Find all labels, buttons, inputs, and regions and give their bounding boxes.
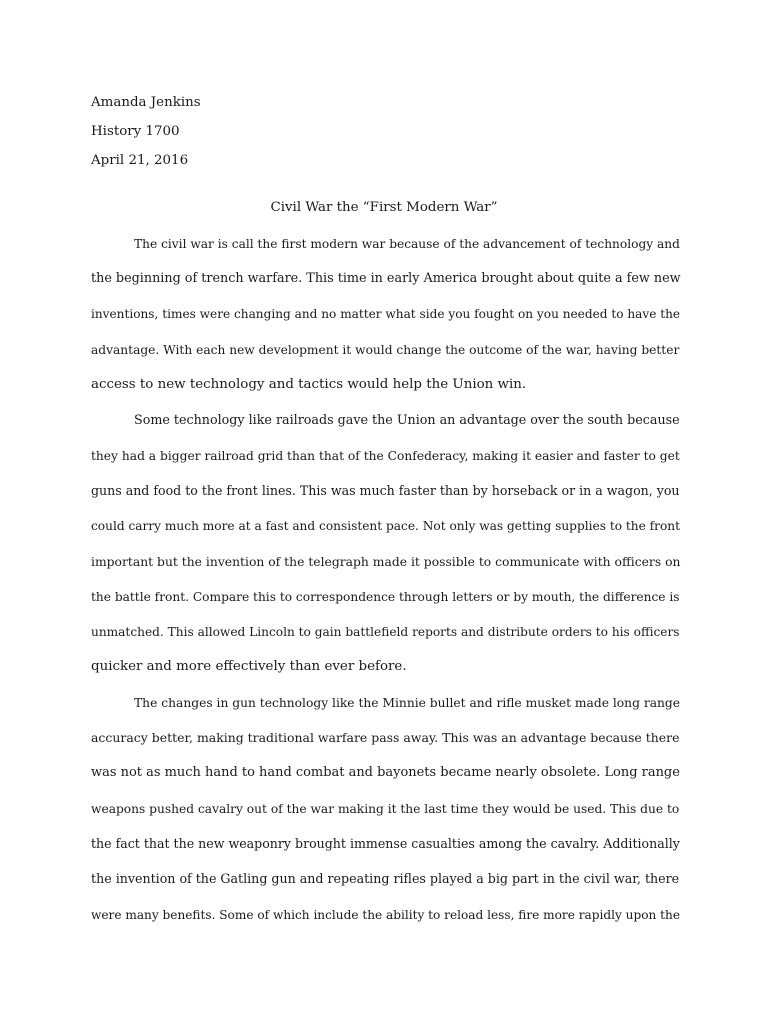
course-name: History 1700 <box>91 124 180 139</box>
paragraph-3-line-3: was not as much hand to hand combat and bayonets became nearly obsolete. Long range <box>91 765 680 780</box>
paragraph-2-line-6: the battle front. Compare this to correspondence through letters or by mouth, the difference is <box>91 590 680 604</box>
essay-date: April 21, 2016 <box>91 153 189 168</box>
paragraph-3-line-5: the fact that the new weaponry brought immense casualties among the cavalry. Additionally <box>91 836 680 851</box>
author-name: Amanda Jenkins <box>91 95 201 110</box>
paragraph-3-line-6: the invention of the Gatling gun and repeating rifles played a big part in the civil war, there <box>91 871 680 886</box>
paragraph-3-line-2: accuracy better, making traditional warfare pass away. This was an advantage because there <box>91 730 680 745</box>
paragraph-1-line-3: inventions, times were changing and no matter what side you fought on you needed to have the <box>91 307 681 321</box>
paragraph-2-line-1: Some technology like railroads gave the Union an advantage over the south because <box>134 412 680 427</box>
paragraph-1-line-4: advantage. With each new development it would change the outcome of the war, having better <box>91 343 680 357</box>
paragraph-2-line-5: important but the invention of the telegraph made it possible to communicate with officers on <box>91 555 681 569</box>
essay-title: Civil War the “First Modern War” <box>270 200 498 215</box>
paragraph-1-line-5: access to new technology and tactics would help the Union win. <box>91 377 527 392</box>
paragraph-2-line-3: guns and food to the front lines. This was much faster than by horseback or in a wagon, you <box>91 483 680 498</box>
paragraph-1-line-1: The civil war is call the first modern war because of the advancement of technology and <box>134 237 680 251</box>
paragraph-3-line-7: were many benefits. Some of which include the ability to reload less, fire more rapidly upon the <box>91 908 680 922</box>
paragraph-3-line-4: weapons pushed cavalry out of the war making it the last time they would be used. This due to <box>91 802 680 816</box>
paragraph-2-line-7: unmatched. This allowed Lincoln to gain battlefield reports and distribute orders to his officers <box>91 625 680 639</box>
paragraph-1-line-2: the beginning of trench warfare. This time in early America brought about quite a few new <box>91 271 681 286</box>
paragraph-2-line-8: quicker and more effectively than ever before. <box>91 659 407 674</box>
paragraph-2-line-2: they had a bigger railroad grid than that of the Confederacy, making it easier and faster to get <box>91 449 680 463</box>
paragraph-3-line-1: The changes in gun technology like the Minnie bullet and rifle musket made long range <box>134 696 681 710</box>
paragraph-2-line-4: could carry much more at a fast and consistent pace. Not only was getting supplies to the front <box>91 519 680 533</box>
